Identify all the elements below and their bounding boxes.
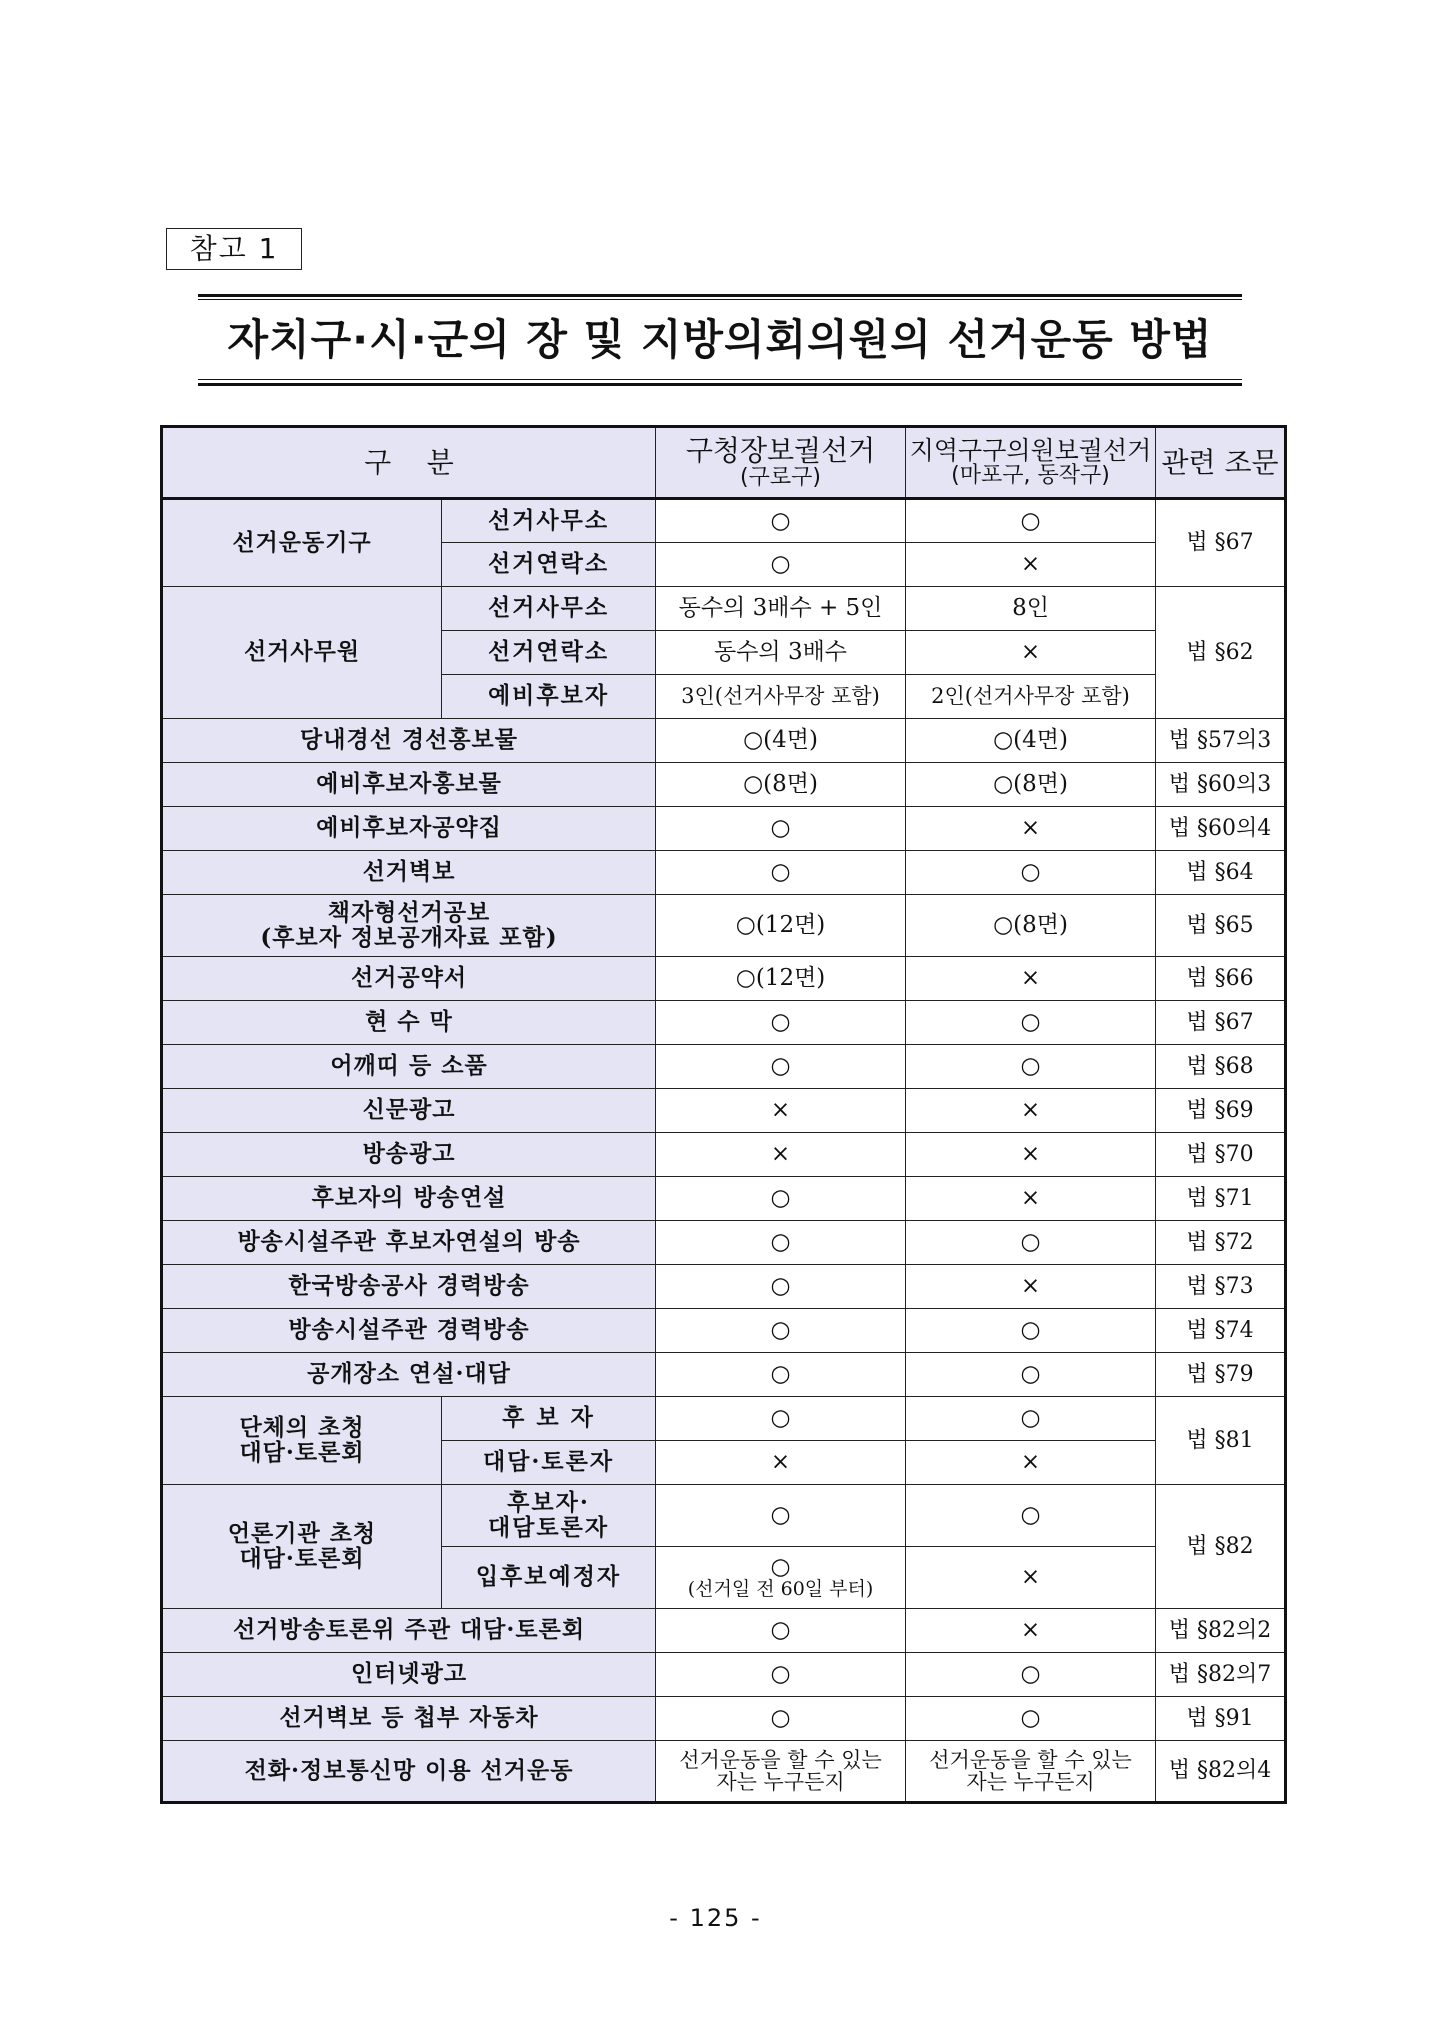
cell-col1: × xyxy=(656,1089,906,1133)
cell-col1: ○(8면) xyxy=(656,763,906,807)
cell-col1: ○ xyxy=(656,499,906,543)
cell-law: 법 §60의3 xyxy=(1156,763,1286,807)
cell-law: 법 §69 xyxy=(1156,1089,1286,1133)
cell-col2: × xyxy=(906,957,1156,1001)
cell-col1-mark: ○ xyxy=(770,1554,791,1581)
cell-col1: ○ xyxy=(656,1221,906,1265)
cell-col2: ○ xyxy=(906,1353,1156,1397)
row-group-line2: 대담·토론회 xyxy=(239,1438,365,1466)
cell-law: 법 §82의7 xyxy=(1156,1653,1286,1697)
row-sub-line2: 대담토론자 xyxy=(487,1513,610,1541)
cell-col2: ○(4면) xyxy=(906,719,1156,763)
cell-col2: × xyxy=(906,1547,1156,1609)
cell-col1: ○ xyxy=(656,543,906,587)
table-row xyxy=(162,957,1286,1001)
table-row xyxy=(162,1089,1286,1133)
header-col1 xyxy=(656,427,906,499)
cell-col1 xyxy=(656,1741,906,1803)
header-col1-label: 구청장보궐선거 xyxy=(685,434,876,468)
row-label: 예비후보자공약집 xyxy=(162,807,656,851)
cell-col1 xyxy=(656,1547,906,1609)
row-sub-label: 선거사무소 xyxy=(442,499,656,543)
table-row xyxy=(162,807,1286,851)
row-label: 어깨띠 등 소품 xyxy=(162,1045,656,1089)
header-col3: 관련 조문 xyxy=(1156,427,1286,499)
cell-col2 xyxy=(906,1741,1156,1803)
header-col2 xyxy=(906,427,1156,499)
cell-col1: 동수의 3배수 xyxy=(656,631,906,675)
cell-col2: ○ xyxy=(906,1397,1156,1441)
row-label-line1: 책자형선거공보 xyxy=(327,899,491,927)
cell-col1: ○ xyxy=(656,1309,906,1353)
header-col2-sub: (마포구, 동작구) xyxy=(951,463,1110,489)
row-sub-label: 후 보 자 xyxy=(442,1397,656,1441)
cell-col1: ○ xyxy=(656,1609,906,1653)
table-row xyxy=(162,763,1286,807)
cell-law: 법 §60의4 xyxy=(1156,807,1286,851)
cell-col2: ○ xyxy=(906,1001,1156,1045)
cell-col2: × xyxy=(906,1133,1156,1177)
table-row xyxy=(162,1221,1286,1265)
cell-col1: ○(4면) xyxy=(656,719,906,763)
row-label: 인터넷광고 xyxy=(162,1653,656,1697)
cell-col2: 2인(선거사무장 포함) xyxy=(906,675,1156,719)
table-row xyxy=(162,719,1286,763)
table-row xyxy=(162,895,1286,957)
cell-law: 법 §66 xyxy=(1156,957,1286,1001)
row-label xyxy=(162,895,656,957)
cell-law: 법 §91 xyxy=(1156,1697,1286,1741)
table-row xyxy=(162,851,1286,895)
cell-col2: ○ xyxy=(906,1697,1156,1741)
row-label: 예비후보자홍보물 xyxy=(162,763,656,807)
cell-col1: ○(12면) xyxy=(656,957,906,1001)
table-row xyxy=(162,1045,1286,1089)
table-row xyxy=(162,1741,1286,1803)
row-group-line2: 대담·토론회 xyxy=(239,1544,365,1572)
table-row xyxy=(162,1353,1286,1397)
row-label: 선거공약서 xyxy=(162,957,656,1001)
cell-col1: ○ xyxy=(656,851,906,895)
cell-col1: ○ xyxy=(656,1653,906,1697)
table-row xyxy=(162,1133,1286,1177)
row-label: 방송광고 xyxy=(162,1133,656,1177)
table-row xyxy=(162,1397,1286,1441)
cell-col2: × xyxy=(906,1089,1156,1133)
cell-col1-line1: 선거운동을 할 수 있는 xyxy=(679,1747,882,1772)
table-row xyxy=(162,1697,1286,1741)
table-row xyxy=(162,1177,1286,1221)
cell-law: 법 §64 xyxy=(1156,851,1286,895)
cell-col2: ○ xyxy=(906,851,1156,895)
row-sub-label: 대담·토론자 xyxy=(442,1441,656,1485)
cell-col2: ○(8면) xyxy=(906,763,1156,807)
cell-col1: ○ xyxy=(656,1397,906,1441)
cell-law: 법 §68 xyxy=(1156,1045,1286,1089)
row-group-label: 선거사무원 xyxy=(162,587,442,719)
row-label: 전화·정보통신망 이용 선거운동 xyxy=(162,1741,656,1803)
row-sub-label: 예비후보자 xyxy=(442,675,656,719)
cell-col1: × xyxy=(656,1441,906,1485)
table-row xyxy=(162,1485,1286,1547)
header-col2-label: 지역구구의원보궐선거 xyxy=(909,435,1152,465)
cell-col2: × xyxy=(906,807,1156,851)
title-rule-bottom-thin xyxy=(198,379,1242,380)
table-row xyxy=(162,1609,1286,1653)
cell-col1: ○(12면) xyxy=(656,895,906,957)
row-sub-label: 입후보예정자 xyxy=(442,1547,656,1609)
cell-col1-note: (선거일 전 60일 부터) xyxy=(687,1577,874,1600)
row-label: 신문광고 xyxy=(162,1089,656,1133)
cell-law: 법 §67 xyxy=(1156,499,1286,587)
row-sub-label: 선거연락소 xyxy=(442,543,656,587)
cell-col1: ○ xyxy=(656,1265,906,1309)
row-label-line2: (후보자 정보공개자료 포함) xyxy=(260,923,558,951)
title-rule-top xyxy=(198,294,1242,297)
cell-col2: × xyxy=(906,543,1156,587)
cell-col1: ○ xyxy=(656,1045,906,1089)
cell-col2-line1: 선거운동을 할 수 있는 xyxy=(929,1747,1132,1772)
table-row xyxy=(162,499,1286,543)
cell-col1: ○ xyxy=(656,1485,906,1547)
cell-col2: ○ xyxy=(906,1309,1156,1353)
cell-law: 법 §67 xyxy=(1156,1001,1286,1045)
reference-label: 참고 1 xyxy=(166,228,302,270)
row-group-label xyxy=(162,1397,442,1485)
row-label: 당내경선 경선홍보물 xyxy=(162,719,656,763)
row-label: 방송시설주관 경력방송 xyxy=(162,1309,656,1353)
cell-col1: 동수의 3배수 + 5인 xyxy=(656,587,906,631)
table-row xyxy=(162,587,1286,631)
page-number: - 125 - xyxy=(669,1904,762,1932)
title-rule-bottom xyxy=(198,383,1242,386)
cell-col2: × xyxy=(906,1265,1156,1309)
table-row xyxy=(162,1309,1286,1353)
cell-law: 법 §81 xyxy=(1156,1397,1286,1485)
cell-law: 법 §71 xyxy=(1156,1177,1286,1221)
row-sub-line1: 후보자· xyxy=(507,1489,590,1517)
header-category: 구 분 xyxy=(162,427,656,499)
cell-col2: ○ xyxy=(906,499,1156,543)
cell-law: 법 §57의3 xyxy=(1156,719,1286,763)
cell-col2: ○(8면) xyxy=(906,895,1156,957)
table-row xyxy=(162,1265,1286,1309)
cell-col1: × xyxy=(656,1133,906,1177)
cell-col2-line2: 자는 누구든지 xyxy=(966,1770,1095,1794)
cell-col1-line2: 자는 누구든지 xyxy=(716,1770,845,1794)
cell-col1: ○ xyxy=(656,1697,906,1741)
header-col1-sub: (구로구) xyxy=(740,464,821,490)
cell-col2: 8인 xyxy=(906,587,1156,631)
table-row xyxy=(162,1653,1286,1697)
row-label: 후보자의 방송연설 xyxy=(162,1177,656,1221)
row-group-label: 선거운동기구 xyxy=(162,499,442,587)
cell-col1: ○ xyxy=(656,1177,906,1221)
cell-col2: ○ xyxy=(906,1653,1156,1697)
cell-law: 법 §72 xyxy=(1156,1221,1286,1265)
table-header-row xyxy=(162,427,1286,499)
cell-col2: × xyxy=(906,1177,1156,1221)
cell-col1: 3인(선거사무장 포함) xyxy=(656,675,906,719)
cell-col2: ○ xyxy=(906,1045,1156,1089)
cell-col2: ○ xyxy=(906,1221,1156,1265)
cell-law: 법 §73 xyxy=(1156,1265,1286,1309)
cell-col2: ○ xyxy=(906,1485,1156,1547)
row-sub-label xyxy=(442,1485,656,1547)
row-group-label xyxy=(162,1485,442,1609)
cell-col1: ○ xyxy=(656,1001,906,1045)
row-group-line1: 언론기관 초청 xyxy=(227,1520,377,1548)
cell-col1: ○ xyxy=(656,807,906,851)
title-rule-top-thin xyxy=(198,299,1242,300)
row-label: 현 수 막 xyxy=(162,1001,656,1045)
cell-col1: ○ xyxy=(656,1353,906,1397)
row-group-line1: 단체의 초청 xyxy=(239,1414,365,1442)
cell-law: 법 §82의4 xyxy=(1156,1741,1286,1803)
cell-col2: × xyxy=(906,1609,1156,1653)
row-label: 선거벽보 등 첩부 자동차 xyxy=(162,1697,656,1741)
table-row xyxy=(162,1001,1286,1045)
cell-law: 법 §79 xyxy=(1156,1353,1286,1397)
cell-col2: × xyxy=(906,631,1156,675)
row-label: 공개장소 연설·대담 xyxy=(162,1353,656,1397)
row-label: 선거벽보 xyxy=(162,851,656,895)
cell-law: 법 §62 xyxy=(1156,587,1286,719)
cell-law: 법 §65 xyxy=(1156,895,1286,957)
row-label: 선거방송토론위 주관 대담·토론회 xyxy=(162,1609,656,1653)
cell-law: 법 §82의2 xyxy=(1156,1609,1286,1653)
cell-col2: × xyxy=(906,1441,1156,1485)
cell-law: 법 §82 xyxy=(1156,1485,1286,1609)
row-sub-label: 선거연락소 xyxy=(442,631,656,675)
cell-law: 법 §74 xyxy=(1156,1309,1286,1353)
row-label: 한국방송공사 경력방송 xyxy=(162,1265,656,1309)
row-label: 방송시설주관 후보자연설의 방송 xyxy=(162,1221,656,1265)
campaign-methods-table xyxy=(160,425,1287,1804)
cell-law: 법 §70 xyxy=(1156,1133,1286,1177)
row-sub-label: 선거사무소 xyxy=(442,587,656,631)
page-title: 자치구·시·군의 장 및 지방의회의원의 선거운동 방법 xyxy=(227,315,1213,364)
